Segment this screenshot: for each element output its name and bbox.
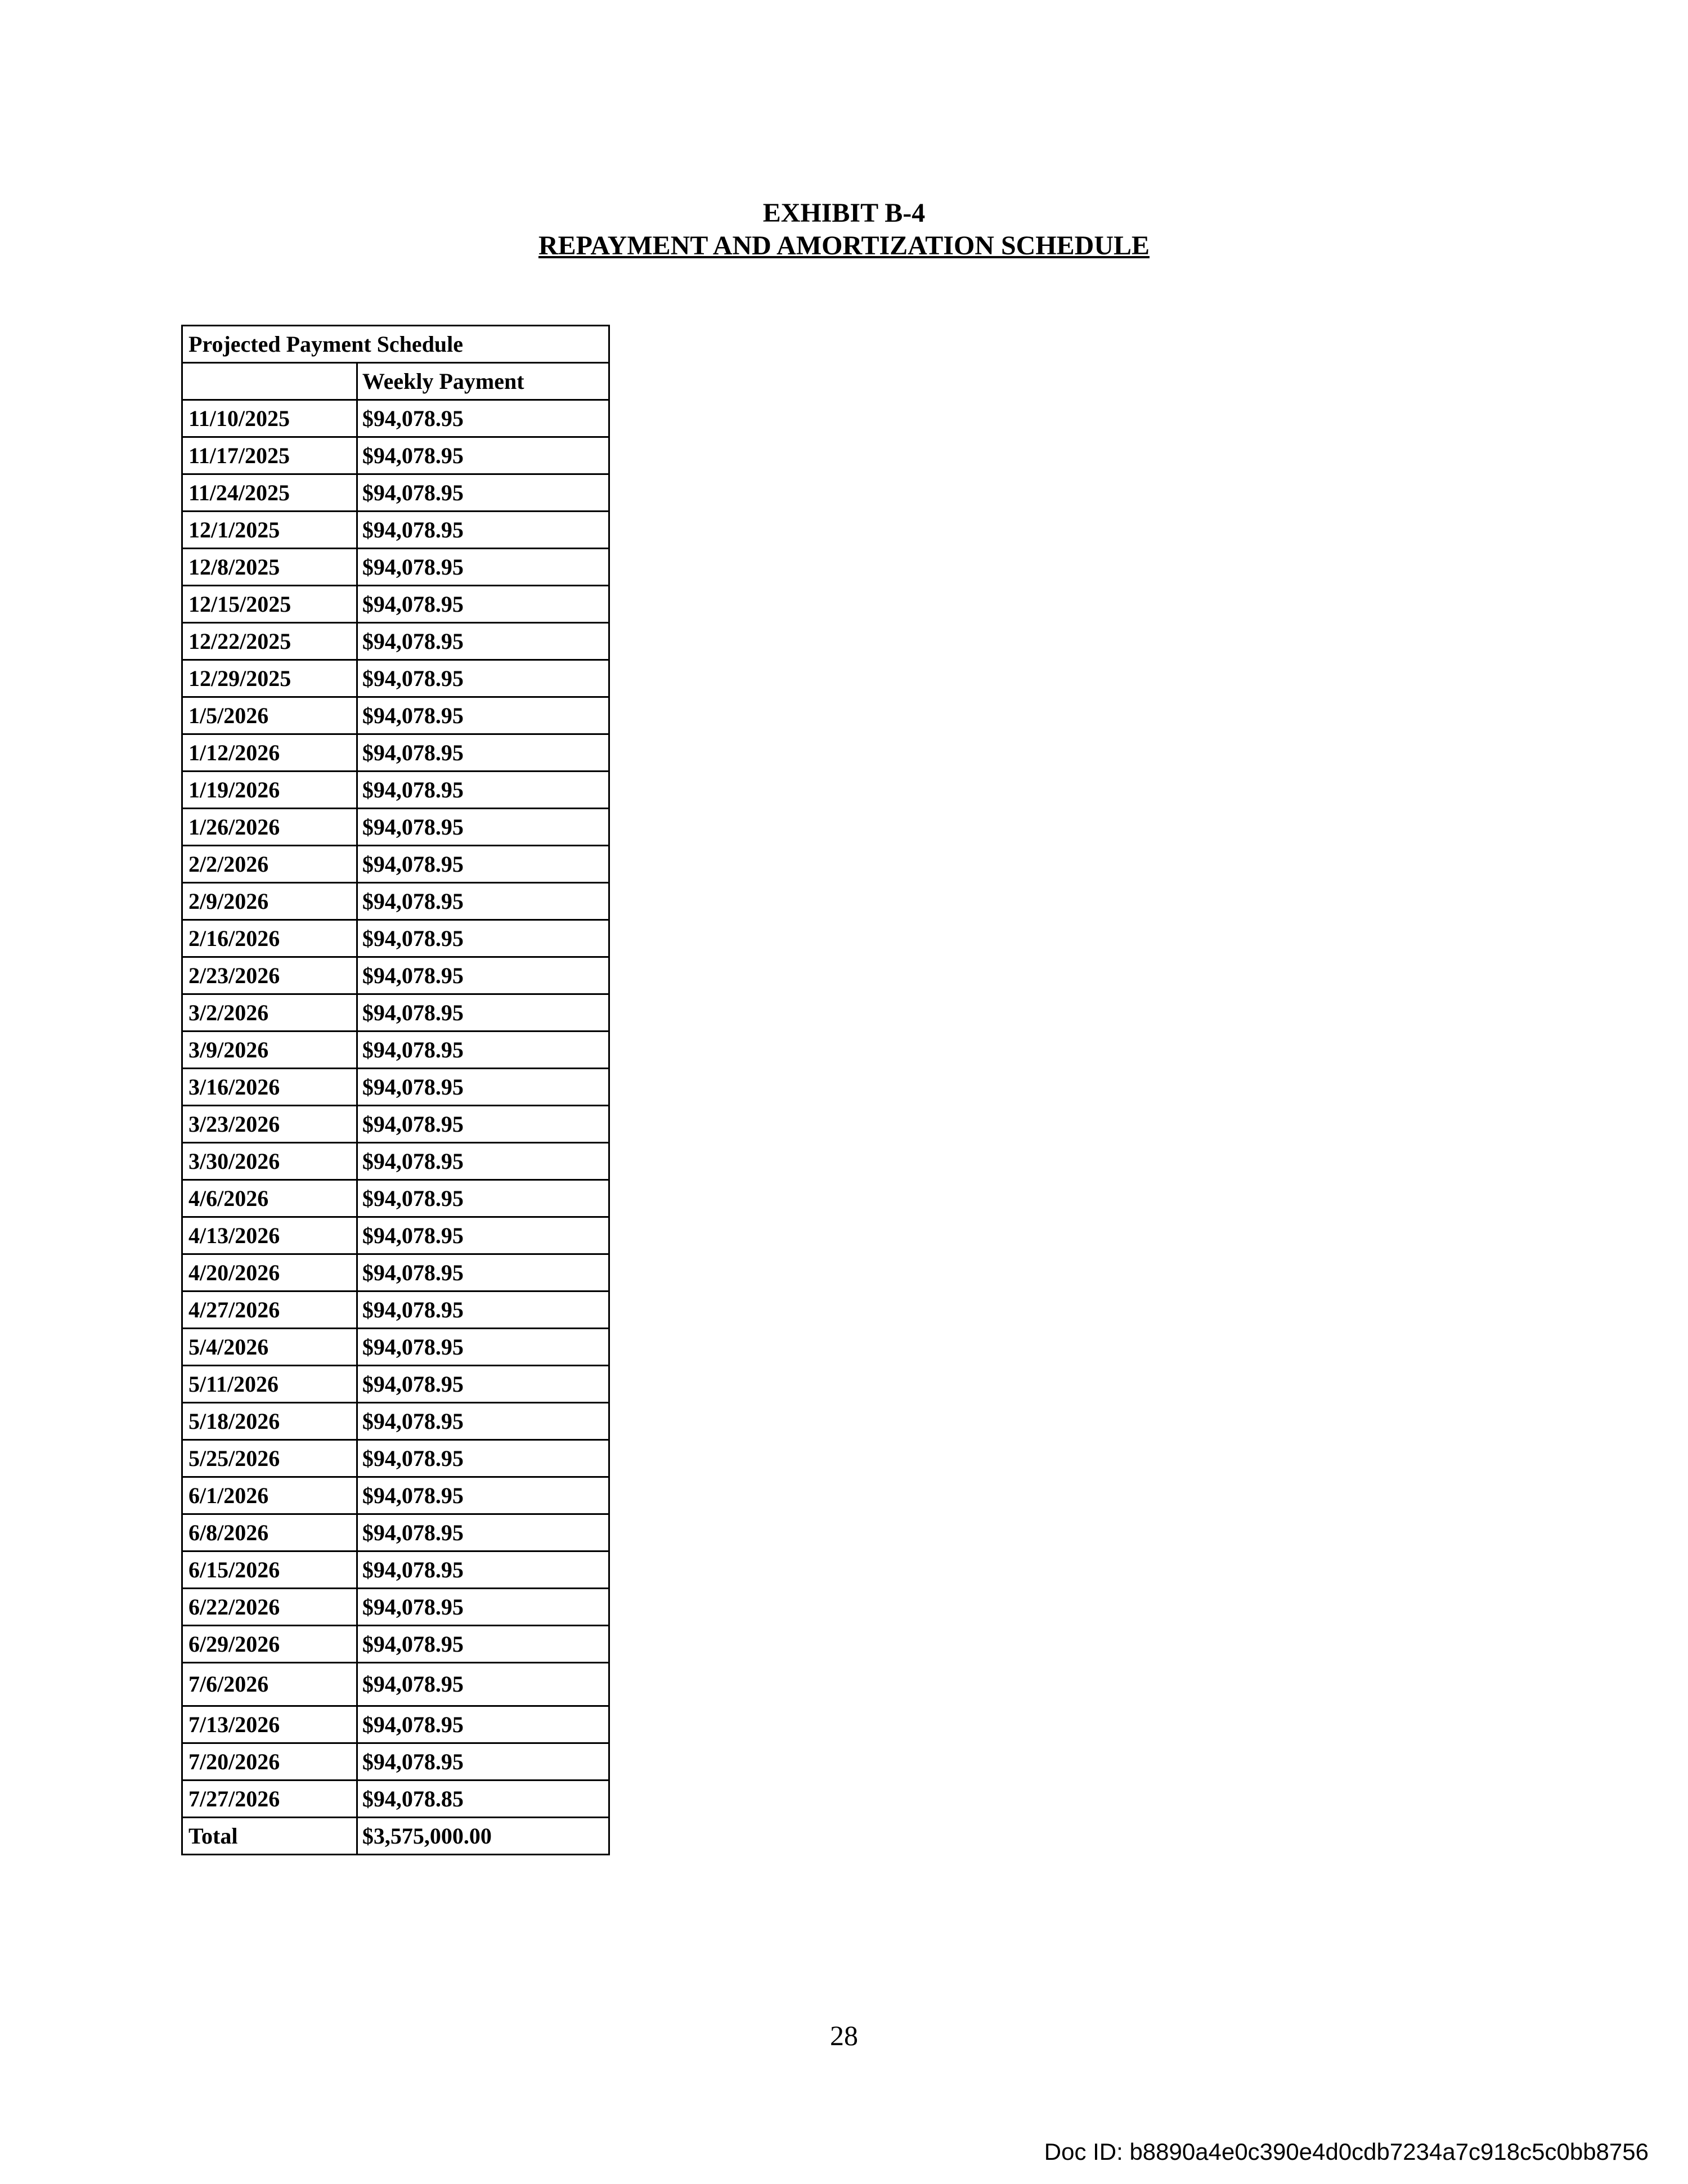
payment-amount: $94,078.95 (357, 1366, 609, 1403)
payment-amount: $94,078.95 (357, 697, 609, 734)
payment-date: 7/6/2026 (182, 1663, 357, 1706)
payment-amount: $94,078.95 (357, 1291, 609, 1329)
table-row (182, 437, 609, 474)
payment-amount: $94,078.95 (357, 1254, 609, 1291)
table-row (182, 1743, 609, 1781)
payment-amount: $94,078.95 (357, 1514, 609, 1551)
payment-amount: $94,078.95 (357, 883, 609, 920)
table-header-row (182, 363, 609, 400)
table-row (182, 1143, 609, 1180)
payment-amount: $94,078.95 (357, 1706, 609, 1743)
payment-date: 1/19/2026 (182, 772, 357, 809)
payment-schedule-table (181, 325, 610, 1855)
payment-amount: $94,078.95 (357, 772, 609, 809)
payment-date: 5/11/2026 (182, 1366, 357, 1403)
payment-date: 4/20/2026 (182, 1254, 357, 1291)
table-row (182, 1291, 609, 1329)
table-row (182, 586, 609, 623)
table-row (182, 1440, 609, 1477)
payment-date: 3/30/2026 (182, 1143, 357, 1180)
payment-amount: $94,078.95 (357, 846, 609, 883)
payment-date: 12/1/2025 (182, 512, 357, 549)
payment-date: 11/24/2025 (182, 474, 357, 512)
payment-date: 4/13/2026 (182, 1217, 357, 1254)
payment-date: 11/10/2025 (182, 400, 357, 437)
payment-amount: $94,078.95 (357, 920, 609, 957)
payment-date: 1/5/2026 (182, 697, 357, 734)
payment-date: 5/25/2026 (182, 1440, 357, 1477)
table-row (182, 474, 609, 512)
payment-amount: $94,078.95 (357, 1180, 609, 1217)
payment-amount: $94,078.95 (357, 1663, 609, 1706)
page-number: 28 (830, 2020, 858, 2051)
payment-amount: $94,078.85 (357, 1781, 609, 1818)
table-row (182, 1514, 609, 1551)
table-row (182, 1706, 609, 1743)
payment-amount: $94,078.95 (357, 1032, 609, 1069)
header-weekly-payment: Weekly Payment (357, 363, 609, 400)
payment-date: 7/20/2026 (182, 1743, 357, 1781)
payment-date: 6/22/2026 (182, 1589, 357, 1626)
payment-date: 6/29/2026 (182, 1626, 357, 1663)
payment-date: 3/23/2026 (182, 1106, 357, 1143)
table-row (182, 1589, 609, 1626)
payment-amount: $94,078.95 (357, 437, 609, 474)
table-row (182, 1329, 609, 1366)
payment-amount: $94,078.95 (357, 512, 609, 549)
payment-date: 7/13/2026 (182, 1706, 357, 1743)
header-date-cell (182, 363, 357, 400)
table-row (182, 1032, 609, 1069)
table-row (182, 697, 609, 734)
payment-date: 5/18/2026 (182, 1403, 357, 1440)
table-row (182, 549, 609, 586)
payment-amount: $94,078.95 (357, 957, 609, 994)
payment-date: 2/9/2026 (182, 883, 357, 920)
table-row (182, 1106, 609, 1143)
payment-amount: $94,078.95 (357, 660, 609, 697)
payment-date: 6/15/2026 (182, 1551, 357, 1589)
total-amount: $3,575,000.00 (357, 1818, 609, 1855)
payment-amount: $94,078.95 (357, 994, 609, 1032)
payment-amount: $94,078.95 (357, 586, 609, 623)
payment-amount: $94,078.95 (357, 1069, 609, 1106)
payment-date: 12/22/2025 (182, 623, 357, 660)
payment-amount: $94,078.95 (357, 1403, 609, 1440)
table-row (182, 1403, 609, 1440)
payment-date: 7/27/2026 (182, 1781, 357, 1818)
payment-date: 2/23/2026 (182, 957, 357, 994)
table-row (182, 1781, 609, 1818)
payment-date: 4/27/2026 (182, 1291, 357, 1329)
total-label: Total (182, 1818, 357, 1855)
table-row (182, 1069, 609, 1106)
payment-amount: $94,078.95 (357, 1217, 609, 1254)
payment-amount: $94,078.95 (357, 1143, 609, 1180)
payment-amount: $94,078.95 (357, 1329, 609, 1366)
payment-amount: $94,078.95 (357, 1626, 609, 1663)
payment-date: 12/8/2025 (182, 549, 357, 586)
payment-date: 3/16/2026 (182, 1069, 357, 1106)
payment-date: 3/9/2026 (182, 1032, 357, 1069)
payment-amount: $94,078.95 (357, 1106, 609, 1143)
table-caption: Projected Payment Schedule (182, 326, 609, 363)
payment-date: 6/1/2026 (182, 1477, 357, 1514)
payment-date: 2/2/2026 (182, 846, 357, 883)
payment-date: 6/8/2026 (182, 1514, 357, 1551)
payment-amount: $94,078.95 (357, 809, 609, 846)
table-row (182, 623, 609, 660)
payment-amount: $94,078.95 (357, 1743, 609, 1781)
schedule-heading: REPAYMENT AND AMORTIZATION SCHEDULE (538, 231, 1150, 261)
payment-date: 11/17/2025 (182, 437, 357, 474)
table-row (182, 920, 609, 957)
exhibit-heading: EXHIBIT B-4 (762, 198, 926, 228)
table-row (182, 994, 609, 1032)
payment-amount: $94,078.95 (357, 400, 609, 437)
payment-date: 12/15/2025 (182, 586, 357, 623)
table-row (182, 1626, 609, 1663)
table-row (182, 1366, 609, 1403)
payment-date: 3/2/2026 (182, 994, 357, 1032)
payment-date: 4/6/2026 (182, 1180, 357, 1217)
payment-date: 5/4/2026 (182, 1329, 357, 1366)
table-caption-row (182, 326, 609, 363)
table-row (182, 1254, 609, 1291)
payment-amount: $94,078.95 (357, 549, 609, 586)
table-row (182, 809, 609, 846)
payment-amount: $94,078.95 (357, 1551, 609, 1589)
payment-amount: $94,078.95 (357, 1440, 609, 1477)
payment-date: 1/26/2026 (182, 809, 357, 846)
payment-date: 12/29/2025 (182, 660, 357, 697)
table-row (182, 883, 609, 920)
payment-amount: $94,078.95 (357, 623, 609, 660)
total-row (182, 1818, 609, 1855)
payment-amount: $94,078.95 (357, 474, 609, 512)
payment-date: 1/12/2026 (182, 734, 357, 772)
table-row (182, 400, 609, 437)
payment-date: 2/16/2026 (182, 920, 357, 957)
table-row (182, 1217, 609, 1254)
doc-id: Doc ID: b8890a4e0c390e4d0cdb7234a7c918c5c0bb8756 (1044, 2138, 1649, 2165)
exhibit-title (0, 197, 1688, 262)
table-row (182, 734, 609, 772)
payment-amount: $94,078.95 (357, 1477, 609, 1514)
table-row (182, 512, 609, 549)
table-row (182, 772, 609, 809)
table-row (182, 957, 609, 994)
table-row (182, 1180, 609, 1217)
table-row (182, 660, 609, 697)
table-row (182, 1477, 609, 1514)
payment-amount: $94,078.95 (357, 1589, 609, 1626)
table-row (182, 846, 609, 883)
payment-amount: $94,078.95 (357, 734, 609, 772)
table-row (182, 1551, 609, 1589)
table-row (182, 1663, 609, 1706)
